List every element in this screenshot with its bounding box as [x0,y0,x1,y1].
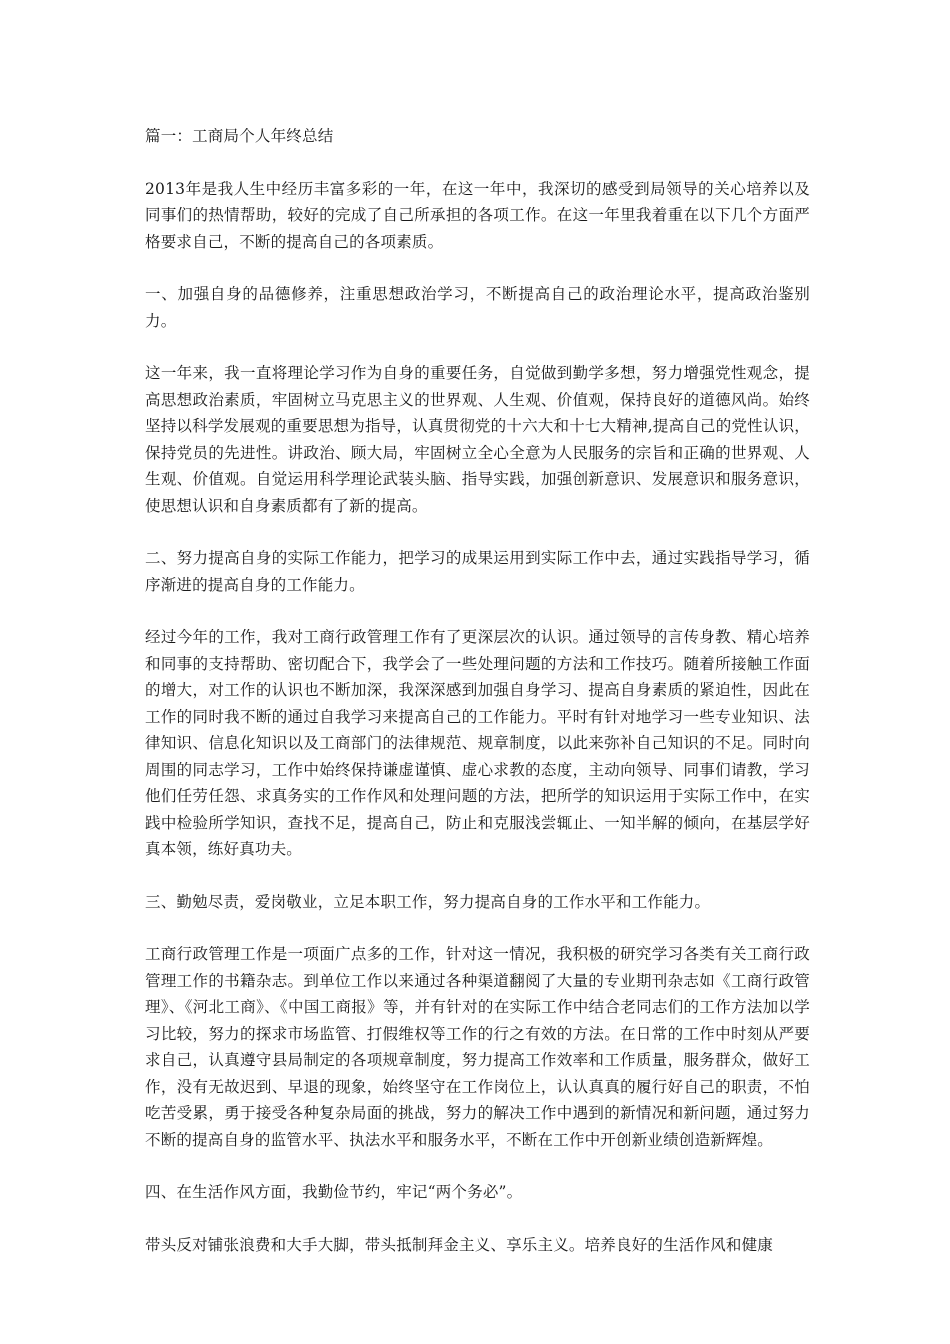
paragraph-section-3: 工商行政管理工作是一项面广点多的工作，针对这一情况，我积极的研究学习各类有关工商行政管理工作的书籍杂志。到单位工作以来通过各种渠道翻阅了大量的专业期刊杂志如《工商行政管理》、《河北工商》、《中国工商报》等，并有针对的在实际工作中结合老同志们的工作方法加以学习比较，努力的探求市场监管、打假维权等工作的行之有效的方法。在日常的工作中时刻从严要求自己，认真遵守县局制定的各项规章制度，努力提高工作效率和工作质量，服务群众，做好工作，没有无故迟到、早退的现象，始终坚守在工作岗位上，认认真真的履行好自己的职责，不怕吃苦受累，勇于接受各种复杂局面的挑战，努力的解决工作中遇到的新情况和新问题，通过努力不断的提高自身的监管水平、执法水平和服务水平，不断在工作中开创新业绩创造新辉煌。 [145,945,810,1149]
paragraph-section-4: 带头反对铺张浪费和大手大脚，带头抵制拜金主义、享乐主义。培养良好的生活作风和健康 [145,1235,774,1254]
paragraph-section-2: 经过今年的工作，我对工商行政管理工作有了更深层次的认识。通过领导的言传身教、精心培养和同事的支持帮助、密切配合下，我学会了一些处理问题的方法和工作技巧。随着所接触工作面的增大，对工作的认识也不断加深，我深深感到加强自身学习、提高自身素质的紧迫性，因此在工作的同时我不断的通过自我学习来提高自己的工作能力。平时有针对地学习一些专业知识、法律知识、信息化知识以及工商部门的法律规范、规章制度，以此来弥补自己知识的不足。同时向周围的同志学习，工作中始终保持谦虚谨慎、虚心求教的态度，主动向领导、同事们请教，学习他们任劳任怨、求真务实的工作作风和处理问题的方法，把所学的知识运用于实际工作中，在实践中检验所学知识，查找不足，提高自己，防止和克服浅尝辄止、一知半解的倾向，在基层学好真本领，练好真功夫。 [145,628,810,858]
paragraph-section-1: 这一年来，我一直将理论学习作为自身的重要任务，自觉做到勤学多想，努力增强党性观念，提高思想政治素质，牢固树立马克思主义的世界观、人生观、价值观，保持良好的道德风尚。始终坚持以科学发展观的重要思想为指导，认真贯彻党的十六大和十七大精神,提高自己的党性认识，保持党员的先进性。讲政治、顾大局，牢固树立全心全意为人民服务的宗旨和正确的世界观、人生观、价值观。自觉运用科学理论武装头脑、指导实践，加强创新意识、发展意识和服务意识，使思想认识和自身素质都有了新的提高。 [145,364,810,515]
section-heading-2: 二、努力提高自身的实际工作能力，把学习的成果运用到实际工作中去，通过实践指导学习，循序渐进的提高自身的工作能力。 [145,549,810,594]
paragraph-intro: 2013年是我人生中经历丰富多彩的一年，在这一年中，我深切的感受到局领导的关心培养以及同事们的热情帮助，较好的完成了自己所承担的各项工作。在这一年里我着重在以下几个方面严格要求自己，不断的提高自己的各项素质。 [145,179,810,251]
document-body [145,123,810,1284]
document-title: 篇一：工商局个人年终总结 [145,127,334,145]
section-heading-1: 一、加强自身的品德修养，注重思想政治学习，不断提高自己的政治理论水平，提高政治鉴别力。 [145,285,810,330]
section-heading-3: 三、勤勉尽责，爱岗敬业，立足本职工作，努力提高自身的工作水平和工作能力。 [145,892,711,911]
section-heading-4: 四、在生活作风方面，我勤俭节约，牢记“两个务必”。 [145,1183,523,1201]
